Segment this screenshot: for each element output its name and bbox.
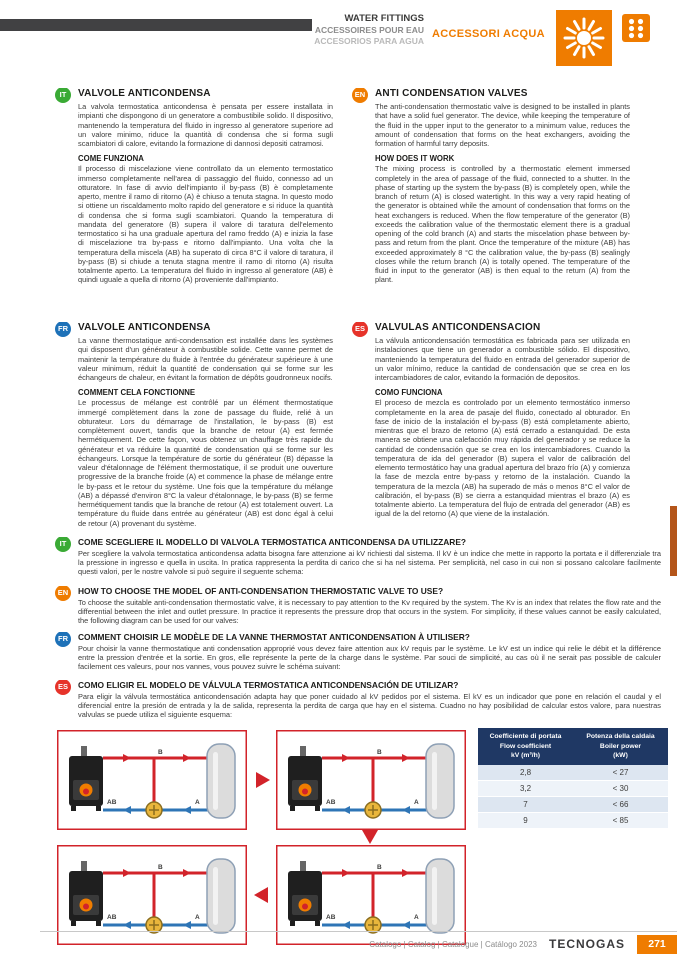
catalog-editions-label: Catalogo | Catalog | Catalogue | Catálogo 2023 [369, 939, 537, 949]
howto-body: To choose the suitable anti-condensation thermostatic valve, it is necessary to pay attention to the Kv required by the system. The Kv is an index that relates the flow rate and the differential between the inlet and outlet pressure. In practice it represents the pressure drop that occurs in the system. For simplicity, if these values cannot be easily calculated, the following diagram can be used for our valves: [78, 597, 661, 625]
port-label-ab: AB [326, 799, 336, 806]
lang-badge-es: ES [352, 322, 368, 337]
header-title-es: ACCESORIOS PARA AGUA [314, 35, 424, 46]
port-label-ab: AB [107, 914, 117, 921]
section-title: VALVOLE ANTICONDENSA [78, 322, 211, 333]
section-body: Il processo di miscelazione viene controllato da un elemento termostatico immerso completamente nell'area di passaggio del fluido, connesso ad un otturatore. In fase di avvio dell'impianto il by-pass (B) è completamente aperto, mentre il ramo di ritorno (A) è chiuso a tenuta stagna. In questo modo si ottiene un riscaldamento molto rapido del generatore e si riduce la quantità di condensa che si forma sugli scambiatori. Quando la temperatura di mandata del generatore (B) supera il valore di taratura dell'elemento termostatico si ha una graduale apertura del ramo freddo (A) e inizia la fase di miscelazione tra by-pass e ritorno dall'impianto. Una volta che la temperatura della miscela (AB) ha superato di circa 8°C il valore di taratura, il by-pass (B) si chiude a tenuta stagna mentre il ramo di ritorno (A) risulta totalmente aperto. La temperatura del fluido in ingresso al generatore (AB) è quindi uguale a quella di ritorno (A) proveniente dall'impianto. [78, 164, 333, 285]
anticondensation-circuit-schematic [276, 845, 466, 945]
lang-badge-fr: FR [55, 632, 71, 647]
table-row [478, 765, 668, 781]
table-header-row [478, 728, 668, 765]
page-edge-section-tab [670, 506, 677, 576]
section-subtitle: COMMENT CELA FONCTIONNE [78, 388, 196, 398]
page-footer [40, 931, 677, 956]
header-title-en: WATER FITTINGS [344, 13, 424, 24]
header-title-fr: ACCESSOIRES POUR EAU [314, 24, 424, 35]
port-label-ab: AB [326, 914, 336, 921]
port-label-b: B [158, 749, 163, 756]
header-line: Boiler power [599, 742, 642, 750]
header-line: kV (m³/h) [510, 752, 541, 760]
port-label-ab: AB [107, 799, 117, 806]
section-intro: La válvula anticondensación termostática es fabricada para ser utilizada en instalaciones que tiene un generador a combustible sólido. El dispositivo, manteniendo la temperatura del fluido en entrada del generador superior de un valor mínimo, reduce la cantidad de condensación que se crea en los intercambiadores de calor, evitando la formación de depositos. [375, 336, 630, 382]
page-number-badge: 271 [637, 935, 677, 954]
section-intro: La valvola termostatica anticondensa è pensata per essere installata in impianti che dispongono di un generatore a combustibile solido. Il dispositivo, mantenendo la temperatura del fluido in ingresso al generatore superiore ad un valore minimo, riduce la quantità di condensa che si forma sugli scambiatori di calore, evitando la formazione di dannosi depositi catramosi. [78, 102, 333, 148]
howto-it [55, 537, 661, 585]
thermostatic-valve-icon [365, 802, 381, 818]
storage-tank-icon [207, 859, 235, 933]
section-it [55, 88, 333, 316]
sequence-arrow-left-icon [254, 887, 268, 903]
brand-wordmark: TECNOGAS [548, 937, 625, 951]
port-label-a: A [414, 799, 419, 806]
table-cell-kw: < 30 [573, 781, 668, 797]
howto-body: Para eligir la válvula termostática anticondensación adapta hay que poner cuidado al kV pedidos por el sistema. El kV es un indicador que pone en relación el caudal y el diferencial entre la presión de entrada y la de salida, representa la perdita de carga que hay en el sistema. Cuadno no hay posibilidad de calcular estos valore, para nuestras valvulas se puede utiliza el siguiente esquema: [78, 691, 661, 719]
howto-en [55, 586, 661, 630]
header-titles [298, 13, 424, 46]
header-divider-bar [0, 19, 312, 31]
schematic-diagram-1 [57, 730, 247, 830]
section-subtitle: COME FUNZIONA [78, 154, 144, 164]
section-intro: The anti-condensation thermostatic valve is designed to be installed in plants that have a solid fuel generator. The device, while keeping the temperature of the fluid in the upper input to the generator to a minimum value, reduces the amount of condensation that forms on the heat exchangers, avoiding the formation of harmful tarry deposits. [375, 102, 630, 148]
port-label-b: B [377, 749, 382, 756]
schematic-diagram-2 [276, 730, 466, 830]
port-label-b: B [377, 864, 382, 871]
sequence-arrow-right-icon [256, 772, 270, 788]
section-subtitle: COMO FUNCIONA [375, 388, 443, 398]
table-cell-kv: 2,8 [478, 765, 573, 781]
lang-badge-es: ES [55, 680, 71, 695]
howto-title: COMO ELIGIR EL MODELO DE VÁLVULA TERMOSTATICA ANTICONDENSACIÓN DE UTILIZAR? [78, 680, 459, 690]
table-cell-kv: 7 [478, 797, 573, 813]
table-cell-kv: 9 [478, 813, 573, 829]
table-header-boiler-power [573, 728, 668, 765]
kv-selection-table [478, 728, 668, 829]
header-line: Flow coefficient [499, 742, 552, 750]
table-header-flow-coefficient [478, 728, 573, 765]
howto-body: Pour choisir la vanne thermostatique anti condensation approprié vous devez faire attention aux kV requis par le système. Le kV est un indice qui relie le débit et la différence entre la pression d'entrée et la sortie. En gros, elle représente la perte de la charge dans le système. Par souci de simplicité, au cas où il ne serait pas possible de calculer facilement ces valeurs, pour nos vannes, vous pouvez suivre le schéma suivant: [78, 643, 661, 671]
port-label-a: A [195, 914, 200, 921]
section-fr [55, 322, 333, 534]
section-title: VALVOLE ANTICONDENSA [78, 88, 211, 99]
header-line: (kW) [613, 752, 628, 760]
brand-dots-logo-icon [622, 14, 650, 42]
header-line: Potenza della caldaia [586, 733, 655, 740]
port-label-a: A [414, 914, 419, 921]
anticondensation-circuit-schematic [276, 730, 466, 830]
section-subtitle: HOW DOES IT WORK [375, 154, 455, 164]
howto-fr [55, 632, 661, 678]
section-intro: La vanne thermostatique anti-condensation est installée dans les systèmes qui disposent d'un générateur à combustible solide. Cette vanne permet de maintenir la température du fluide à l'entrée du générateur supérieure à une valeur minimum, réduit la quantité de condensation qui se forme sur les échangeurs de chaleur, en évitant la formation de dépôts goudronneux nocifs. [78, 336, 333, 382]
category-sun-icon [556, 10, 612, 66]
howto-body: Per scegliere la valvola termostatica anticondensa adatta bisogna fare attenzione ai kV richiesti dal sistema. Il kV è un indice che mette in rapporto la portata e il differenziale tra la pressione in ingresso e quella in uscita. In pratica rappresenta la perdita di carico che si ha nel sistema. Per semplicità, nel caso in cui non si possano calcolare facilmente questi valori, per le nostre valvole si può seguire il seguente schema: [78, 548, 661, 576]
port-label-b: B [158, 864, 163, 871]
anticondensation-circuit-schematic [57, 845, 247, 945]
section-es [352, 322, 630, 534]
table-row [478, 813, 668, 829]
section-body: El proceso de mezcla es controlado por un elemento termostático inmerso completamente en la area de pasaje del fluido, conectado al obturador. En fase de inicio de la instalación el by-pass (B) está completamente abierto, mientras que el brazo de retorno (A) está cerrado a estanquidad. De esta manera se obtiene una calefacción muy rápida del generador y se reduce la cantidad de condensación que se crea en los intercambiadores. Cuando la temperatura de ida del generador (B) supera el valor de calibración del elemento termostático hay una gradual apertura del brazo frío (A) y comienza la fase de mezcla entre by-pass y retorno de la instalación. Cuando la temperatura de la mezcla (AB) ha superado de más o menos 8°C el valor de calibración, el by-pass (B) se cierra a estanquidad mientras el brazo (A) es totalmente abierto. La temperatura del flujo de entrada del generador (AB) es igual de la del retorno (A) que viene de la instalación. [375, 398, 630, 519]
howto-title: COMMENT CHOISIR LE MODÈLE DE LA VANNE THERMOSTAT ANTICONDENSATION À UTILISER? [78, 632, 470, 642]
lang-badge-it: IT [55, 537, 71, 552]
howto-es [55, 680, 661, 726]
section-category-label: ACCESSORI ACQUA [432, 28, 545, 40]
table-cell-kw: < 66 [573, 797, 668, 813]
thermostatic-valve-icon [146, 802, 162, 818]
lang-badge-en: EN [352, 88, 368, 103]
section-title: ANTI CONDENSATION VALVES [375, 88, 528, 99]
section-body: Le processus de mélange est contrôlé par un élément thermostatique immergé complètement dans la zone de passage du fluide, relié à un obturateur. Lors du démarrage de l'installation, le by-pass (B) est complètement ouvert, tandis que la branche de retour (A) est fermée hermétiquement. De cette façon, vous obtenez un chauffage très rapide du générateur et va réduire la quantité de condensation qui se forme sur les échangeurs. Lorsque la température de sortie du générateur (B) dépasse la valeur d'étalonnage de l'élément thermostatique, il se produit une ouverture progressive de la branche froide (A) et commence la phase de mélange entre le by-pass et le retour du système. Une fois que la température du mélange (AB) a dépassé d'environ 8°C la valeur d'étalonnage, le by-pass (B) se ferme hermétiquement tandis que la branche de retour (A) est totalement ouvert. La température du fluide dans entrée au générateur (AB) est donc égal à celui de retour (A) provenant du système. [78, 398, 333, 528]
table-row [478, 781, 668, 797]
header-line: Coefficiente di portata [489, 733, 562, 740]
sequence-arrow-down-icon [362, 830, 378, 844]
storage-tank-icon [426, 859, 454, 933]
table-cell-kv: 3,2 [478, 781, 573, 797]
table-cell-kw: < 85 [573, 813, 668, 829]
section-title: VALVULAS ANTICONDENSACIÓN [375, 322, 541, 333]
howto-title: HOW TO CHOOSE THE MODEL OF ANTI-CONDENSATION THERMOSTATIC VALVE TO USE? [78, 586, 444, 596]
lang-badge-en: EN [55, 586, 71, 601]
table-cell-kw: < 27 [573, 765, 668, 781]
howto-title: COME SCEGLIERE IL MODELLO DI VALVOLA TERMOSTATICA ANTICONDENSA DA UTILIZZARE? [78, 537, 467, 547]
schematic-diagram-3 [57, 845, 247, 945]
port-label-a: A [195, 799, 200, 806]
table-row [478, 797, 668, 813]
sun-icon [556, 10, 612, 66]
lang-badge-fr: FR [55, 322, 71, 337]
lang-badge-it: IT [55, 88, 71, 103]
storage-tank-icon [207, 744, 235, 818]
storage-tank-icon [426, 744, 454, 818]
section-body: The mixing process is controlled by a thermostatic element immersed completely in the area of passage of the fluid, connected to a shutter. In the phase of starting up the system the by-pass (B) is completely open, while the branch of return (A) is closed watertight. In this way a very rapid heating of the generator is obtained while the amount of condensation that forms on the heat exchangers is reduced. When the flow temperature of the generator (B) exceeds the calibration value of the thermostatic element there is a gradual opening of the cold branch (A) and starts the miscelation phase between by-pass and return from the plant. Once the temperature of the mixture (AB) has exceeded approximately 8 °C the calibration value, the by-pass (B) sealingly closes while the return branch (A) is totally opened. The temperature of the fluid in input to the generator (AB) is then equal to the return (A) from the plant. [375, 164, 630, 285]
schematic-diagram-4 [276, 845, 466, 945]
anticondensation-circuit-schematic [57, 730, 247, 830]
section-en [352, 88, 630, 316]
